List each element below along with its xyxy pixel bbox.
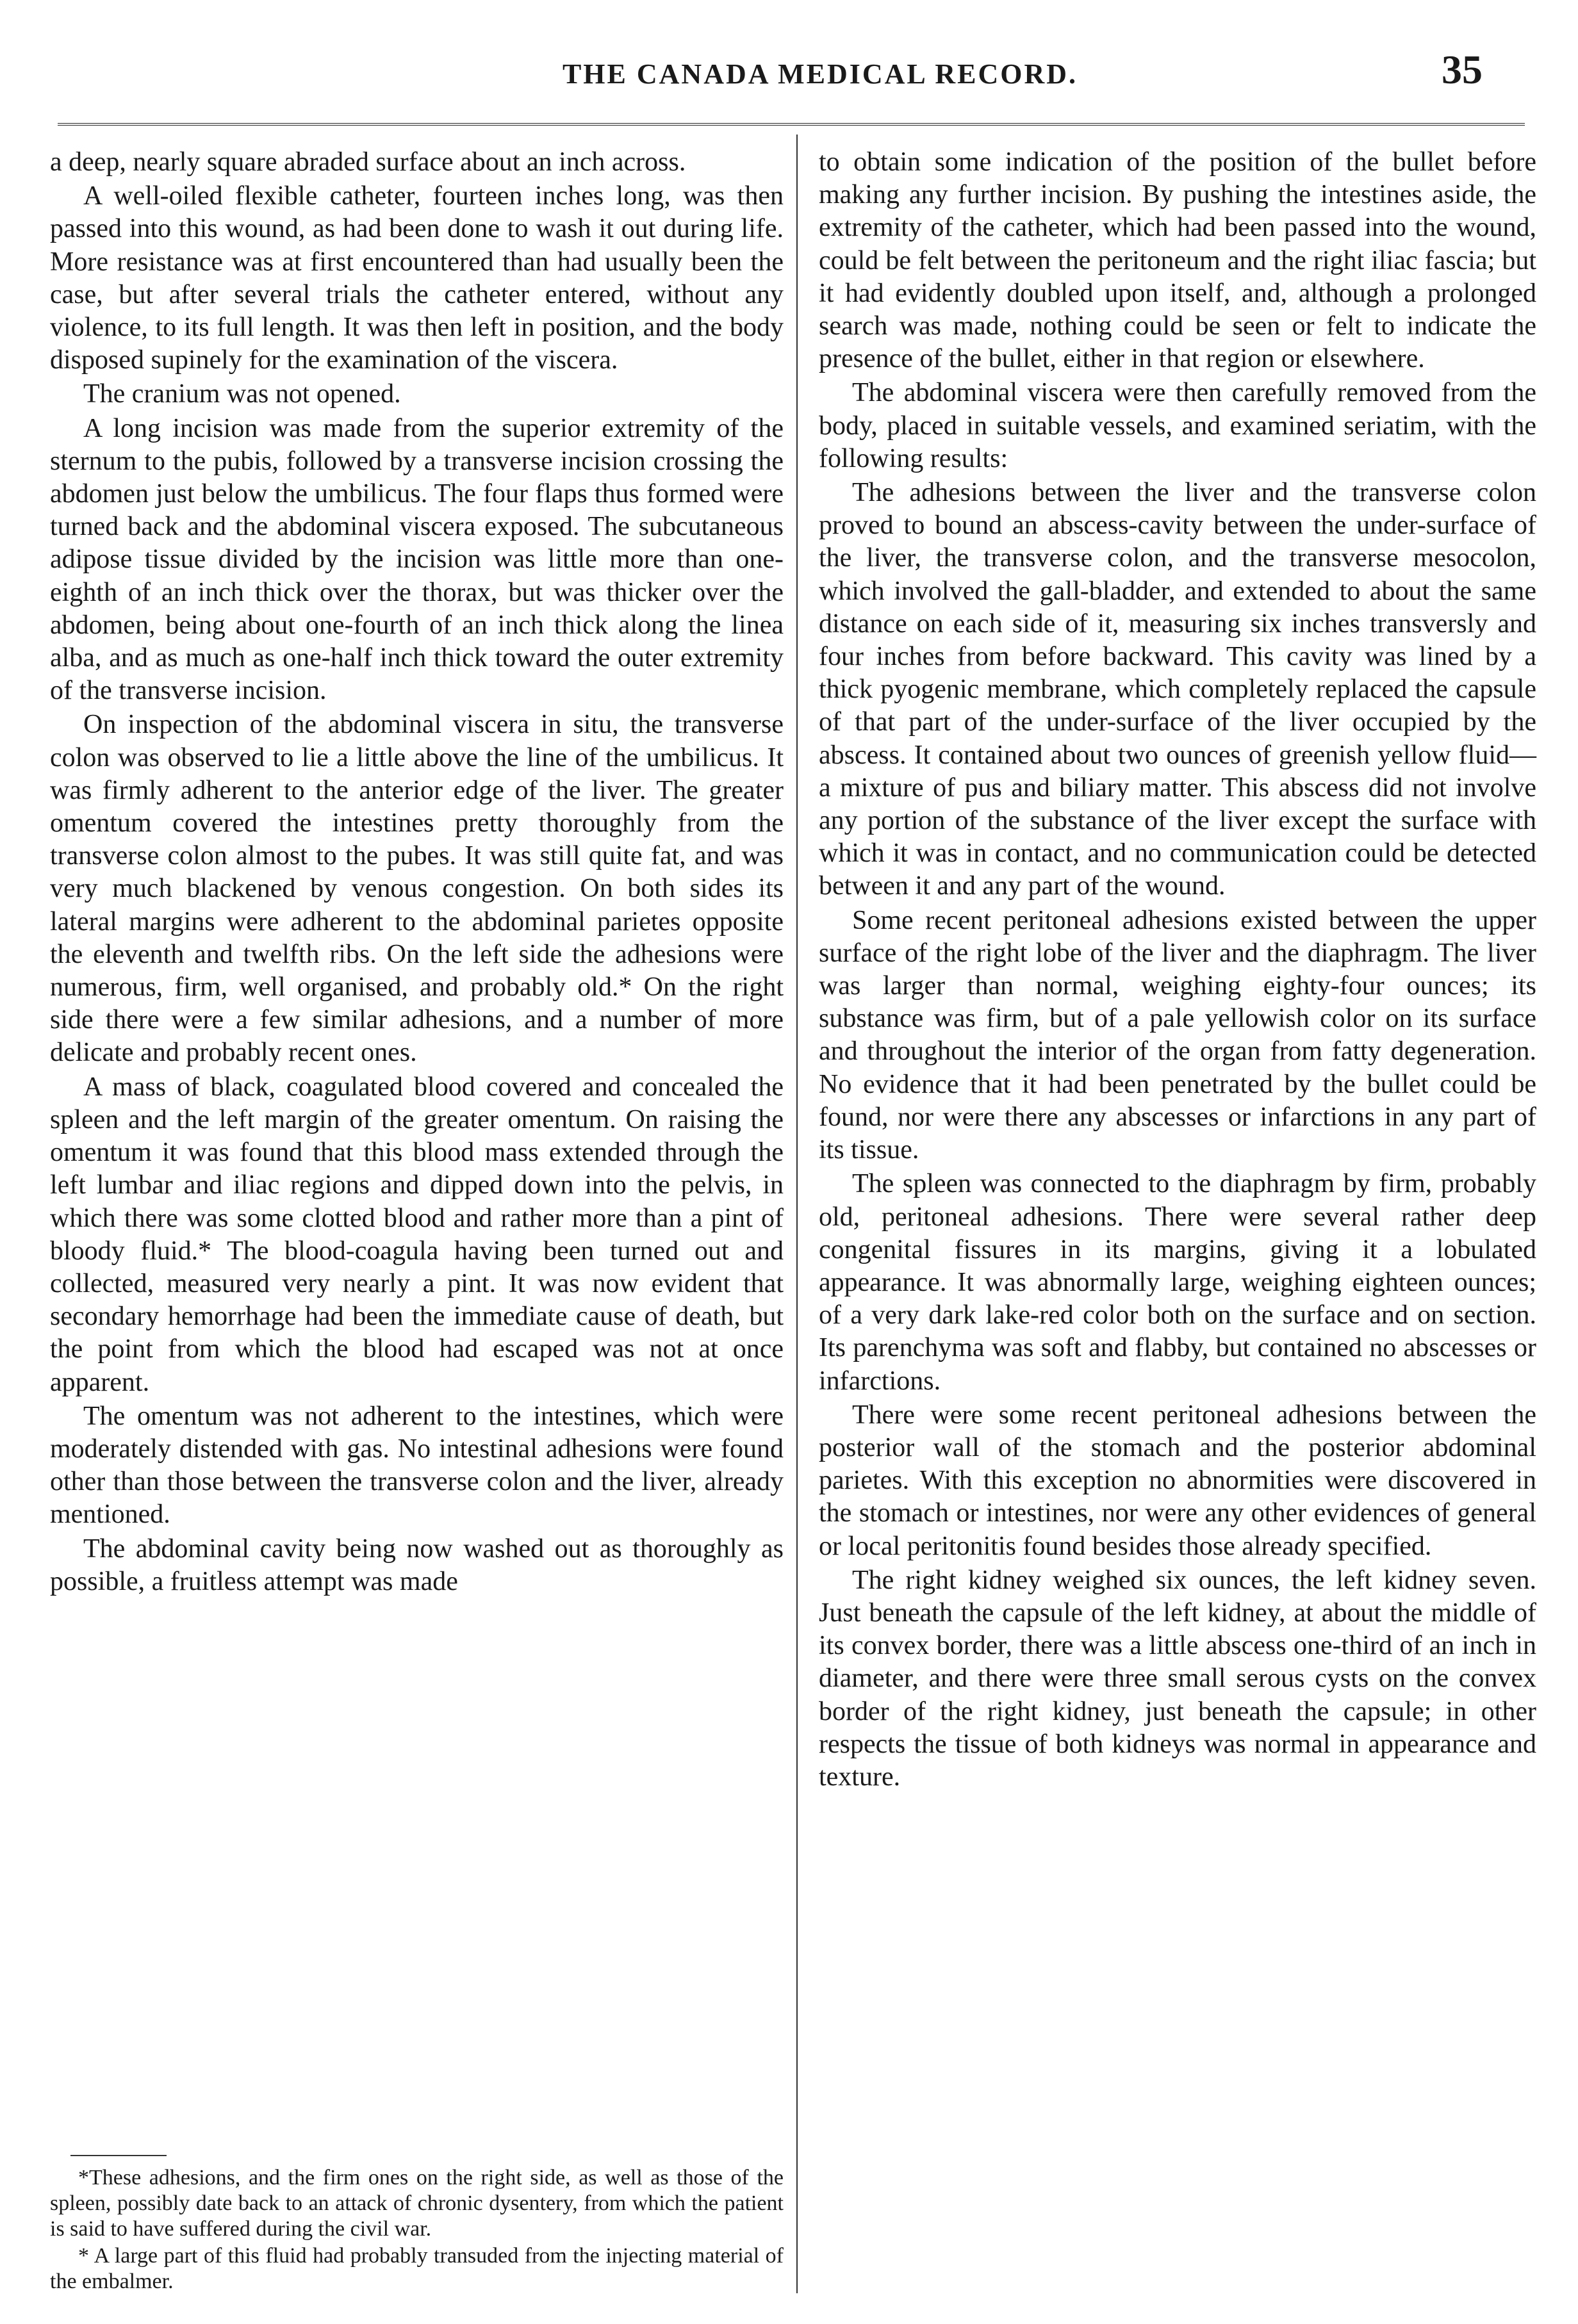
- page-header: [0, 45, 1578, 115]
- paragraph: The cranium was not opened.: [83, 379, 401, 409]
- left-column: [50, 146, 784, 1598]
- paragraph: The abdominal viscera were then carefully removed from the body, placed in suitable vessels, and examined seriatim, with the following results:: [819, 378, 1536, 473]
- footnote-rule: [70, 2155, 167, 2156]
- right-column: [819, 146, 1536, 1794]
- column-divider: [796, 135, 798, 2293]
- paragraph: a deep, nearly square abraded surface about an inch across.: [50, 147, 686, 177]
- footnote: *These adhesions, and the firm ones on the right side, as well as those of the spleen, possibly date back to an attack of chronic dysentery, from which the patient is said to have suffered during the civil war.: [50, 2166, 784, 2241]
- running-title: THE CANADA MEDICAL RECORD.: [562, 58, 1078, 90]
- paragraph: Some recent peritoneal adhesions existed between the upper surface of the right lobe of the liver and the diaphragm. The liver was larger than normal, weighing eighty-four ounces; its substance was firm, but of a pale yellowish color on its surface and throughout the interior of the organ from fatty degeneration. No evidence that it had been penetrated by the bullet could be found, nor were there any abscesses or infarctions in any part of its tissue.: [819, 905, 1536, 1165]
- paragraph: The abdominal cavity being now washed out as thoroughly as possible, a fruitless attempt was made: [50, 1534, 784, 1596]
- paragraph: to obtain some indication of the position of the bullet before making any further incision. By pushing the intestines aside, the extremity of the catheter, which had been passed into the wound, could be felt between the peritoneum and the right iliac fascia; but it had evidently doubled upon itself, and, although a prolonged search was made, nothing could be seen or felt to indicate the presence of the bullet, either in that region or elsewhere.: [819, 147, 1536, 374]
- paragraph: The omentum was not adherent to the intestines, which were moderately distended with gas. No intestinal adhesions were found other than those between the transverse colon and the liver, already mentioned.: [50, 1401, 784, 1530]
- header-rule: [58, 123, 1525, 126]
- paragraph: On inspection of the abdominal viscera in situ, the transverse colon was observed to lie a little above the line of the umbilicus. It was firmly adherent to the anterior edge of the liver. The greater omentum covered the intestines pretty thoroughly from the transverse colon almost to the pubes. It was still quite fat, and was very much blackened by venous congestion. On both sides its lateral margins were adherent to the abdominal parietes opposite the eleventh and twelfth ribs. On the left side the adhesions were numerous, firm, well organised, and probably old.* On the right side there were a few similar adhesions, and a number of more delicate and probably recent ones.: [50, 710, 784, 1068]
- page-number: 35: [1442, 47, 1483, 92]
- paragraph: A mass of black, coagulated blood covered and concealed the spleen and the left margin of the greater omentum. On raising the omentum it was found that this blood mass extended through the left lumbar and iliac regions and dipped down into the pelvis, in which there was some clotted blood and rather more than a pint of bloody fluid.* The blood-coagula having been turned out and collected, measured very nearly a pint. It was now evident that secondary hemorrhage had been the immediate cause of death, but the point from which the blood had escaped was not at once apparent.: [50, 1072, 784, 1397]
- paragraph: The right kidney weighed six ounces, the left kidney seven. Just beneath the capsule of the left kidney, at about the middle of its convex border, there was a little abscess one-third of an inch in diameter, and there were three small serous cysts on the convex border of the right kidney, just beneath the capsule; in other respects the tissue of both kidneys was normal in appearance and texture.: [819, 1565, 1536, 1792]
- footnote: * A large part of this fluid had probably transuded from the injecting material of the embalmer.: [50, 2244, 784, 2293]
- footnotes: [50, 2165, 784, 2295]
- paragraph: A long incision was made from the superior extremity of the sternum to the pubis, followed by a transverse incision crossing the abdomen just below the umbilicus. The four flaps thus formed were turned back and the abdominal viscera exposed. The subcutaneous adipose tissue divided by the incision was little more than one-eighth of an inch thick over the thorax, but was thicker over the abdomen, being about one-fourth of an inch thick along the linea alba, and as much as one-half inch thick toward the outer extremity of the transverse incision.: [50, 413, 784, 706]
- paragraph: There were some recent peritoneal adhesions between the posterior wall of the stomach and the posterior abdominal parietes. With this exception no abnormities were discovered in the stomach or intestines, nor were any other evidences of general or local peritonitis found besides those already specified.: [819, 1400, 1536, 1561]
- paragraph: The spleen was connected to the diaphragm by firm, probably old, peritoneal adhesions. There were several rather deep congenital fissures in its margins, giving it a lobulated appearance. It was abnormally large, weighing eighteen ounces; of a very dark lake-red color both on the surface and on section. Its parenchyma was soft and flabby, but contained no abscesses or infarctions.: [819, 1169, 1536, 1396]
- paragraph: A well-oiled flexible catheter, fourteen inches long, was then passed into this wound, as had been done to wash it out during life. More resistance was at first encountered than had usually been the case, but after several trials the catheter entered, without any violence, to its full length. It was then left in position, and the body disposed supinely for the examination of the viscera.: [50, 181, 784, 375]
- paragraph: The adhesions between the liver and the transverse colon proved to bound an abscess-cavity between the under-surface of the liver, the transverse colon, and the transverse mesocolon, which involved the gall-bladder, and extended to about the same distance on each side of it, measuring six inches transversly and four inches from before backward. This cavity was lined by a thick pyogenic membrane, which completely replaced the capsule of that part of the under-surface of the liver occupied by the abscess. It contained about two ounces of greenish yellow fluid—a mixture of pus and biliary matter. This abscess did not involve any portion of the substance of the liver except the surface with which it was in contact, and no communication could be detected between it and any part of the wound.: [819, 478, 1536, 901]
